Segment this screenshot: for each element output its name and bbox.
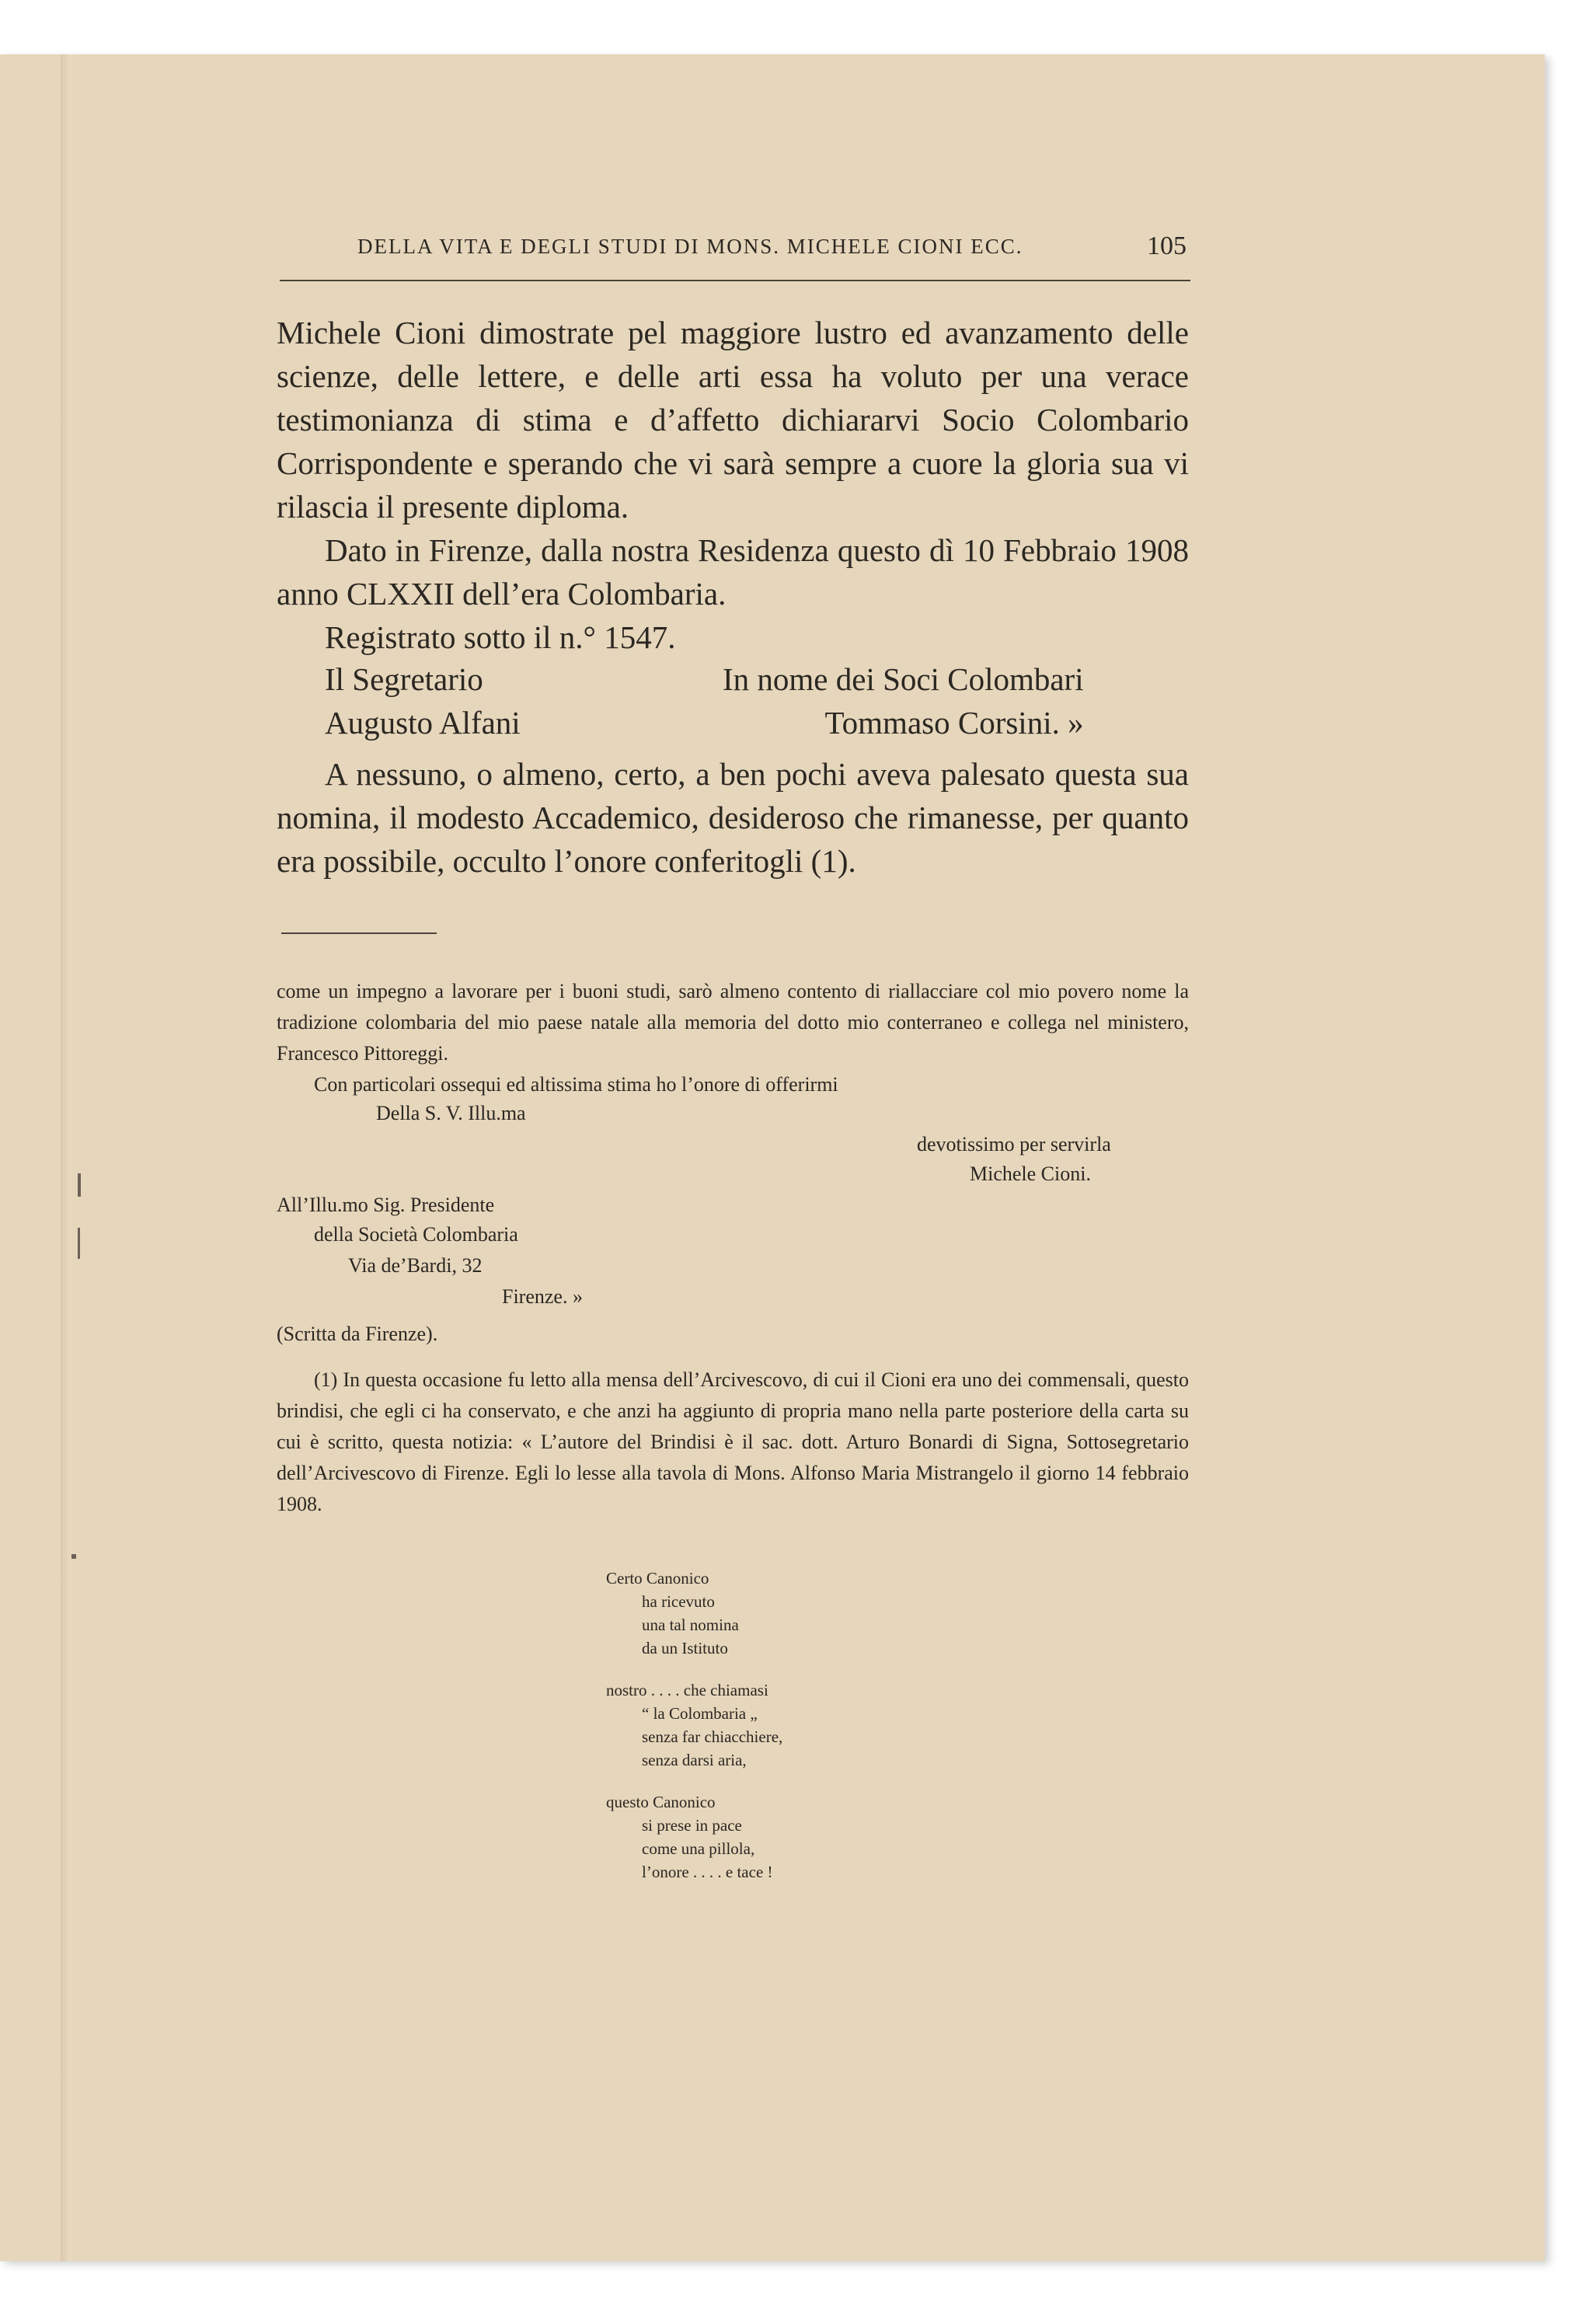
margin-speck: [71, 1554, 76, 1559]
poem-line: senza darsi aria,: [642, 1751, 747, 1769]
poem-line: questo Canonico: [606, 1793, 716, 1811]
footnote-rule: [281, 932, 437, 934]
body-paragraph-3: Registrato sotto il n.° 1547.: [325, 619, 676, 655]
poem-line: ha ricevuto: [642, 1592, 715, 1611]
binding-gutter: [61, 54, 75, 2261]
poem-line: nostro . . . . che chiamasi: [606, 1681, 768, 1699]
letter-paragraph-2: Con particolari ossequi ed altissima stima ho l’onore di offerirmi: [314, 1073, 838, 1096]
poem-line: Certo Canonico: [606, 1569, 709, 1588]
margin-speck: [78, 1173, 81, 1197]
poem-line: da un Istituto: [642, 1639, 728, 1657]
address-line-1: All’Illu.mo Sig. Presidente: [277, 1194, 495, 1216]
closing-text: [277, 752, 1189, 883]
header-rule: [280, 280, 1190, 281]
body-paragraph-1: Michele Cioni dimostrate pel maggiore lustro ed avanzamento delle scienze, delle lettere, e delle arti essa ha voluto per una verace testimonianza di stima e d’affetto dichiararvi Socio Colombario Corrispondente e sperando che vi sarà sempre a cuore la gloria sua vi rilascia il presente diploma.: [277, 315, 1189, 525]
running-title: DELLA VITA E DEGLI STUDI DI MONS. MICHELE CIONI ECC.: [357, 235, 1023, 258]
letter-salutation: Della S. V. Illu.ma: [376, 1102, 526, 1124]
letter-closing-1: devotissimo per servirla: [917, 1133, 1111, 1155]
signature-left: [325, 657, 521, 744]
poem-line: “ la Colombaria „: [642, 1704, 758, 1723]
letter-note: (Scritta da Firenze).: [277, 1323, 438, 1345]
secretary-name: Augusto Alfani: [325, 705, 521, 741]
president-title: In nome dei Soci Colombari: [723, 661, 1084, 697]
poem-line: l’onore . . . . e tace !: [642, 1863, 773, 1881]
margin-speck: [78, 1228, 80, 1259]
address-line-3: Via de’Bardi, 32: [348, 1254, 483, 1277]
poem-line: una tal nomina: [642, 1616, 739, 1634]
footnote: [277, 1365, 1189, 1520]
poem-line: come una pillola,: [642, 1839, 755, 1858]
letter-closing-2: Michele Cioni.: [970, 1162, 1091, 1185]
body-paragraph-2: Dato in Firenze, dalla nostra Residenza questo dì 10 Febbraio 1908 anno CLXXII dell’era Colombaria.: [277, 532, 1189, 612]
page-number: 105: [1147, 232, 1187, 260]
address-line-4: Firenze. »: [502, 1285, 583, 1308]
president-name: Tommaso Corsini. »: [824, 705, 1084, 741]
poem-line: senza far chiacchiere,: [642, 1727, 783, 1746]
brindisi-poem: [606, 1567, 782, 1884]
body-paragraph-4: A nessuno, o almeno, certo, a ben pochi aveva palesato questa sua nomina, il modesto Accademico, desideroso che rimanesse, per quanto era possibile, occulto l’onore conferitogli (1).: [277, 756, 1189, 879]
letter-paragraph-1: come un impegno a lavorare per i buoni studi, sarò almeno contento di riallacciare col mio povero nome la tradizione colombaria del mio paese natale alla memoria del dotto mio conterraneo e collega nel ministero, Francesco Pittoreggi.: [277, 980, 1189, 1065]
secretary-title: Il Segretario: [325, 661, 483, 697]
letter-continuation: [277, 976, 1189, 1100]
main-text: [277, 311, 1189, 659]
address-line-2: della Società Colombaria: [314, 1223, 518, 1246]
poem-line: si prese in pace: [642, 1816, 742, 1835]
signature-right: [723, 657, 1084, 744]
footnote-text: (1) In questa occasione fu letto alla mensa dell’Arcivescovo, di cui il Cioni era uno dei commensali, questo brindisi, che egli ci ha conservato, e che anzi ha aggiunto di propria mano nella parte posteriore della carta su cui è scritto, questa notizia: « L’autore del Brindisi è il sac. dott. Arturo Bonardi di Signa, Sottosegretario dell’Arcivescovo di Firenze. Egli lo lesse alla tavola di Mons. Alfonso Maria Mistrangelo il giorno 14 febbraio 1908.: [277, 1368, 1189, 1515]
